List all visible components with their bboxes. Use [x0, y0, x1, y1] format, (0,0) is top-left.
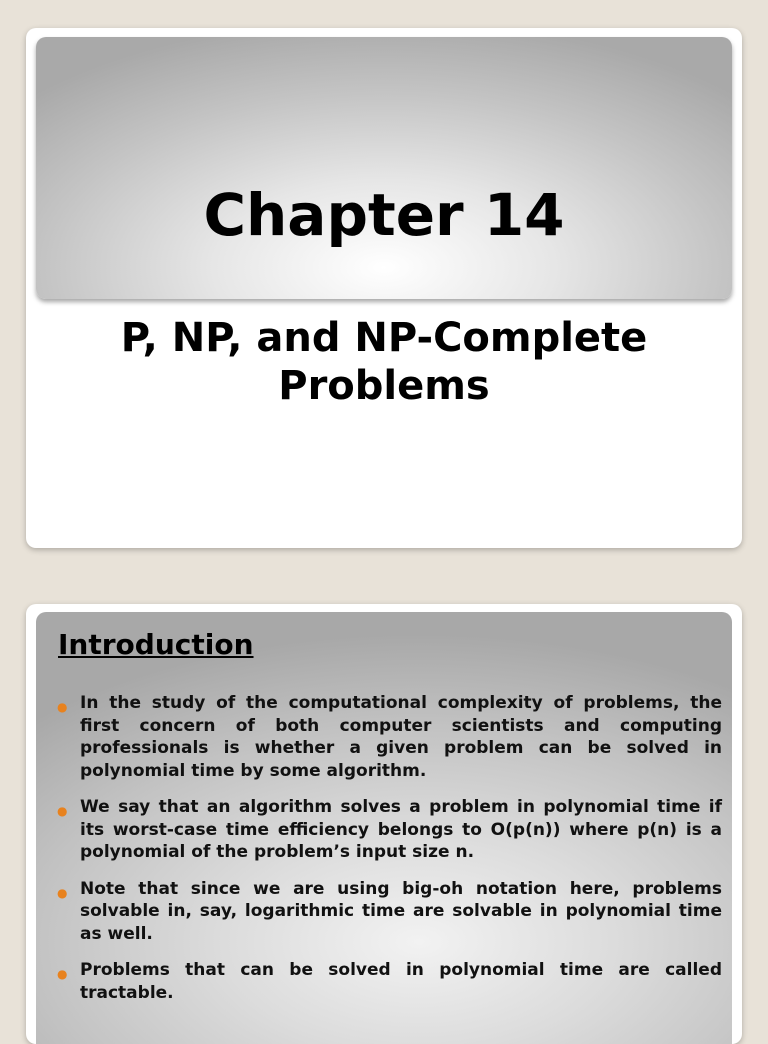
- introduction-slide: [26, 604, 742, 1044]
- bullet-icon: ●: [57, 804, 68, 818]
- bullet-list: [36, 692, 732, 1018]
- list-item: [36, 692, 732, 782]
- bullet-text: Problems that can be solved in polynomial time are called tractable.: [80, 960, 722, 1003]
- bullet-icon: ●: [57, 885, 68, 900]
- subtitle-line-1: P, NP, and NP-Complete: [120, 315, 648, 361]
- bullet-text: Note that since we are using big-oh notation here, problems solvable in, say, logarithmic time are solvable in polynomial time as well.: [80, 878, 722, 944]
- section-heading: Introduction: [58, 628, 254, 661]
- bullet-icon: ●: [57, 967, 68, 981]
- title-slide: [26, 28, 742, 548]
- bullet-icon: ●: [57, 700, 68, 714]
- slide-subtitle: [46, 314, 722, 410]
- bullet-text: In the study of the computational complexity of problems, the first concern of both computer scientists and computing professionals is whether a given problem can be solved in polynomial time by some algorithm.: [80, 693, 722, 781]
- list-item: [36, 796, 732, 864]
- list-item: [36, 878, 732, 946]
- subtitle-line-2: Problems: [278, 363, 490, 409]
- chapter-title: Chapter 14: [203, 181, 565, 249]
- list-item: [36, 959, 732, 1004]
- content-panel: [36, 612, 732, 1044]
- title-banner: [36, 37, 732, 299]
- bullet-text: We say that an algorithm solves a problem in polynomial time if its worst-case time efficiency belongs to O(p(n)) where p(n) is a polynomial of the problem’s input size n.: [80, 797, 722, 862]
